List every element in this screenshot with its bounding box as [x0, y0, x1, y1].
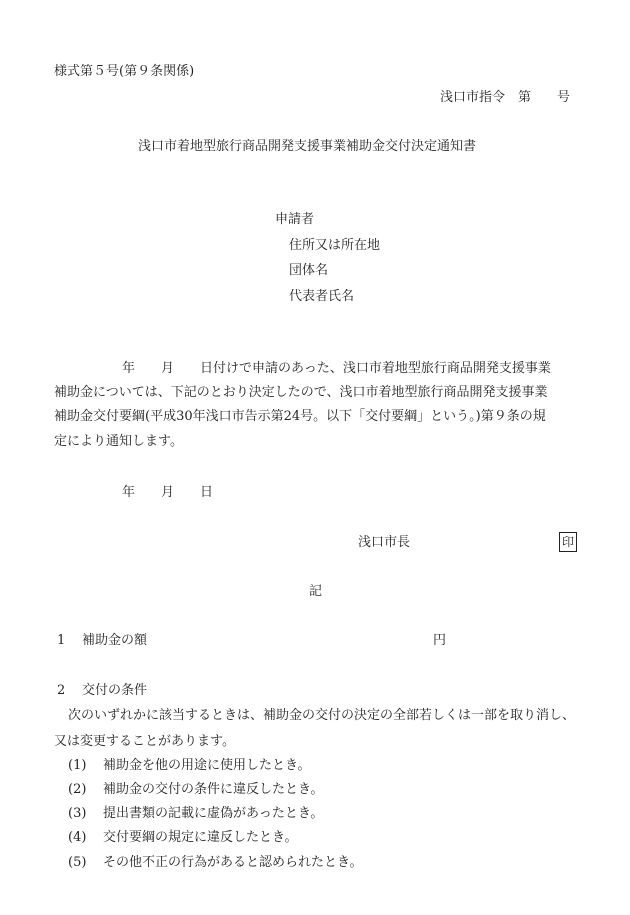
- item-1-unit: 円: [433, 633, 447, 648]
- applicant-representative-label: 代表者氏名: [289, 289, 355, 304]
- item-2-text-1: 次のいずれかに該当するときは、補助金の交付の決定の全部若しくは一部を取り消し、: [68, 708, 576, 723]
- condition-4-text: 交付要綱の規定に違反したとき。: [103, 830, 298, 845]
- seal-mark: 印: [559, 532, 577, 552]
- applicant-address-label: 住所又は所在地: [289, 238, 381, 253]
- issue-date: 年 月 日: [122, 485, 214, 500]
- condition-3-number: (3): [68, 806, 87, 821]
- condition-4-number: (4): [68, 830, 87, 845]
- condition-5-text: その他不正の行為があると認められたとき。: [103, 855, 363, 870]
- applicant-organization-label: 団体名: [289, 263, 329, 278]
- body-line-4: 定により通知します。: [54, 434, 183, 449]
- condition-3-text: 提出書類の記載に虚偽があったとき。: [103, 806, 324, 821]
- condition-1-text: 補助金を他の用途に使用したとき。: [103, 758, 311, 773]
- body-line-3: 補助金交付要綱(平成30年浅口市告示第24号。以下「交付要綱」という。)第９条の規: [54, 409, 546, 424]
- ki-heading: 記: [309, 584, 323, 599]
- item-1-label: 補助金の額: [82, 633, 148, 648]
- condition-5-number: (5): [68, 855, 87, 870]
- item-2-text-2: 又は変更することがあります。: [54, 734, 235, 749]
- condition-2-text: 補助金の交付の条件に違反したとき。: [103, 782, 324, 797]
- body-line-1: 年 月 日付けで申請のあった、浅口市着地型旅行商品開発支援事業: [122, 361, 551, 376]
- item-2-label: 交付の条件: [82, 683, 148, 698]
- item-1-number: 1: [57, 633, 66, 648]
- applicant-label: 申請者: [275, 212, 315, 227]
- item-2-number: 2: [57, 683, 66, 698]
- document-title: 浅口市着地型旅行商品開発支援事業補助金交付決定通知書: [138, 139, 477, 154]
- issuer-title: 浅口市長: [358, 535, 411, 550]
- condition-2-number: (2): [68, 782, 87, 797]
- document-number: 浅口市指令 第 号: [440, 90, 571, 105]
- condition-1-number: (1): [68, 758, 87, 773]
- body-line-2: 補助金については、下記のとおり決定したので、浅口市着地型旅行商品開発支援事業: [54, 385, 548, 400]
- form-number: 様式第５号(第９条関係): [54, 64, 195, 79]
